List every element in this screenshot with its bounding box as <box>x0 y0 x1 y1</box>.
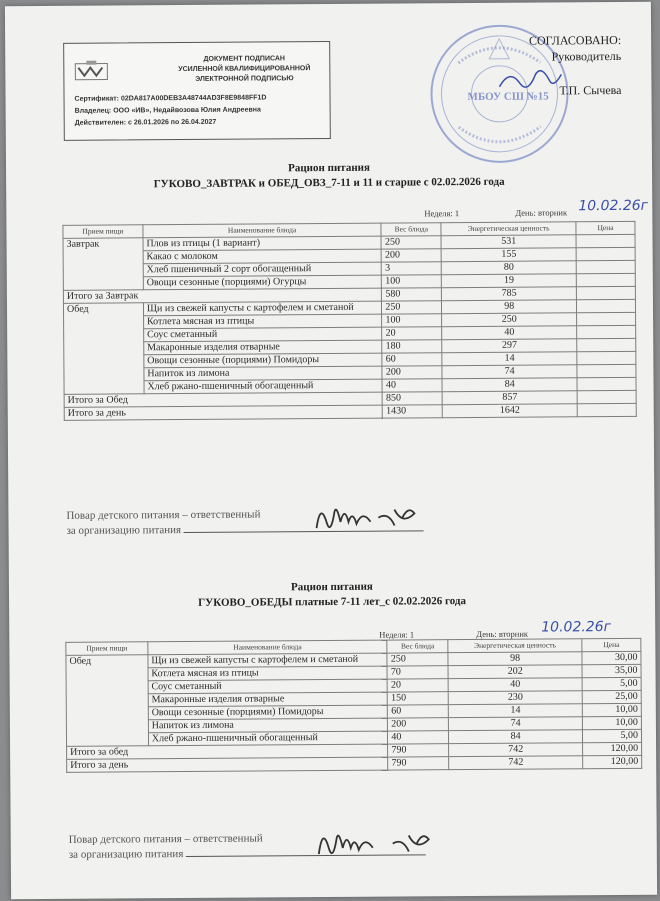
menu2-title: Рацион питания <box>290 580 373 594</box>
certificate-validity: Действителен: с 26.01.2026 по 26.04.2027 <box>74 118 217 127</box>
day-total-weight: 1430 <box>383 405 443 418</box>
dish-energy: 297 <box>442 339 577 353</box>
dish-price <box>576 260 635 273</box>
col-header-meal: Прием пищи <box>66 642 148 656</box>
day-total-price <box>577 403 636 416</box>
document-page <box>5 2 657 899</box>
day-total-row <box>64 403 636 420</box>
footer-line-2: за организацию питания <box>68 848 184 861</box>
day-total-label: Итого за день <box>64 405 382 420</box>
dish-energy: 531 <box>441 235 576 249</box>
dish-weight: 3 <box>382 262 442 275</box>
cook-signature <box>311 821 441 868</box>
dish-weight: 20 <box>382 327 442 340</box>
meal-label: Обед <box>66 655 148 747</box>
subtotal-label: Итого за Завтрак <box>63 288 381 303</box>
col-header-price: Цена <box>582 638 641 651</box>
dish-price <box>577 351 636 364</box>
day-total-label: Итого за день <box>67 757 388 772</box>
dish-price <box>577 299 636 312</box>
menu2-date-handwritten: 10.02.26г <box>541 619 611 636</box>
subtotal-energy: 742 <box>449 743 583 757</box>
approval-status: СОГЛАСОВАНО: <box>528 32 622 48</box>
menu1-table <box>62 221 636 421</box>
dish-name: Овощи сезонные (порциями) Помидоры <box>144 353 383 368</box>
day-total-row <box>67 755 642 772</box>
dish-energy: 14 <box>442 352 577 366</box>
dish-energy: 202 <box>448 665 582 679</box>
dish-price <box>576 247 635 260</box>
dish-weight: 250 <box>382 301 442 314</box>
dish-weight: 70 <box>387 666 448 679</box>
subtotal-price: 120,00 <box>583 742 642 755</box>
subtotal-energy: 785 <box>442 287 577 301</box>
day-total-energy: 742 <box>449 756 583 770</box>
e-signature-header: ДОКУМЕНТ ПОДПИСАН УСИЛЕННОЙ КВАЛИФИЦИРОВАННОЙ ЭЛЕКТРОННОЙ ПОДПИСЬЮ <box>178 55 311 83</box>
dish-energy: 98 <box>448 652 582 666</box>
dish-energy: 84 <box>442 378 577 392</box>
dish-price: 10,00 <box>582 703 641 716</box>
dish-price: 5,00 <box>582 729 641 742</box>
meal-label: Обед <box>63 303 144 395</box>
dish-energy: 84 <box>449 730 583 744</box>
stamp-text: МБОУ СШ №15 <box>467 90 549 104</box>
col-header-weight: Вес блюда <box>387 640 448 653</box>
dish-name: Щи из свежей капусты с картофелем и сметаной <box>143 301 382 316</box>
dish-price: 25,00 <box>582 690 641 703</box>
dish-weight: 180 <box>382 340 442 353</box>
dish-energy: 14 <box>449 704 583 718</box>
dish-price <box>577 312 636 325</box>
footer-line-1: Повар детского питания – ответственный <box>68 832 263 846</box>
approval-role: Руководитель <box>551 48 622 64</box>
subtotal-price <box>576 286 635 299</box>
subtotal-label: Итого за обед <box>67 744 388 759</box>
dish-name: Хлеб пшеничный 2 сорт обогащенный <box>143 262 382 277</box>
dish-price <box>576 273 635 286</box>
col-header-meal: Прием пищи <box>63 225 143 239</box>
subtotal-weight: 850 <box>382 392 442 405</box>
dish-energy: 250 <box>442 313 577 327</box>
dish-price: 35,00 <box>582 664 641 677</box>
meal-label: Завтрак <box>63 238 143 291</box>
col-header-weight: Вес блюда <box>381 223 441 236</box>
dish-name: Овощи сезонные (порциями) Огурцы <box>143 275 382 290</box>
dish-price: 30,00 <box>582 651 641 664</box>
dish-price <box>577 325 636 338</box>
dish-name: Хлеб ржано-пшеничный обогащенный <box>144 379 383 394</box>
day-total-energy: 1642 <box>442 404 577 418</box>
dish-name: Овощи сезонные (порциями) Помидоры <box>148 705 388 720</box>
menu2-week: Неделя: 1 <box>379 629 415 640</box>
dish-price <box>577 364 636 377</box>
menu1-week: Неделя: 1 <box>424 208 460 219</box>
menu2-day: День: вторник <box>476 628 529 639</box>
dish-weight: 200 <box>388 718 449 731</box>
dish-energy: 74 <box>442 365 577 379</box>
dish-name: Хлеб ржано-пшеничный обогащенный <box>148 731 388 746</box>
menu1-title: Рацион питания <box>288 161 370 175</box>
dish-price: 5,00 <box>582 677 641 690</box>
dish-name: Напиток из лимона <box>148 718 388 733</box>
dish-weight: 250 <box>387 653 448 666</box>
director-signature <box>495 66 565 96</box>
e-signature-block <box>63 41 331 141</box>
dish-name: Макаронные изделия отварные <box>148 692 388 707</box>
certificate-owner: Владелец: ООО «ИВ», Недайвозова Юлия Андреевна <box>74 106 261 115</box>
footer-line-1: Повар детского питания – ответственный <box>66 508 261 522</box>
col-header-dish: Наименование блюда <box>148 640 388 655</box>
dish-energy: 74 <box>449 717 583 731</box>
dish-price <box>576 234 635 247</box>
menu1-date-handwritten: 10.02.26г <box>578 197 649 215</box>
dish-energy: 98 <box>442 300 577 314</box>
dish-weight: 200 <box>381 249 441 262</box>
dish-name: Соус сметанный <box>144 327 383 342</box>
cook-signature <box>308 497 428 542</box>
dish-weight: 200 <box>382 366 442 379</box>
day-total-weight: 790 <box>388 757 449 770</box>
day-total-price: 120,00 <box>583 755 642 768</box>
dish-price <box>577 377 636 390</box>
dish-name: Какао с молоком <box>143 249 382 264</box>
dish-energy: 40 <box>442 326 577 340</box>
dish-name: Котлета мясная из птицы <box>143 314 382 329</box>
col-header-dish: Наименование блюда <box>143 223 382 238</box>
dish-energy: 19 <box>442 274 577 288</box>
col-header-price: Цена <box>576 221 635 234</box>
dish-energy: 155 <box>441 248 576 262</box>
menu2-table <box>65 638 642 773</box>
menu1-subtitle: ГУКОВО_ЗАВТРАК и ОБЕД_ОВЗ_7-11 и 11 и старше с 02.02.2026 года <box>153 175 505 191</box>
dish-energy: 230 <box>448 691 582 705</box>
dish-price <box>577 338 636 351</box>
dish-name: Котлета мясная из птицы <box>148 666 388 681</box>
approval-name: Т.П. Сычева <box>559 82 622 98</box>
certificate-number: Сертификат: 02DA817A00DEB3A48744AD3F8E9848FF1D <box>74 94 267 103</box>
dish-weight: 40 <box>382 379 442 392</box>
subtotal-label: Итого за Обед <box>64 392 382 407</box>
company-logo-icon <box>74 60 108 84</box>
dish-weight: 100 <box>382 314 442 327</box>
subtotal-energy: 857 <box>442 391 577 405</box>
dish-weight: 60 <box>388 705 449 718</box>
dish-name: Макаронные изделия отварные <box>144 340 383 355</box>
dish-weight: 40 <box>388 731 449 744</box>
subtotal-weight: 580 <box>382 288 442 301</box>
menu1-day: День: вторник <box>515 207 568 218</box>
col-header-energy: Энергетическая ценность <box>448 639 582 653</box>
dish-energy: 80 <box>441 261 576 275</box>
dish-name: Плов из птицы (1 вариант) <box>143 236 382 251</box>
subtotal-weight: 790 <box>388 744 449 757</box>
dish-name: Щи из свежей капусты с картофелем и сметаной <box>148 653 388 668</box>
menu2-subtitle: ГУКОВО_ОБЕДЫ платные 7-11 лет_с 02.02.2026 года <box>198 595 467 609</box>
dish-price: 10,00 <box>582 716 641 729</box>
footer-line-2: за организацию питания <box>66 524 182 537</box>
col-header-energy: Энергетическая ценность <box>441 222 576 236</box>
dish-weight: 250 <box>381 236 441 249</box>
dish-weight: 60 <box>382 353 442 366</box>
subtotal-price <box>577 390 636 403</box>
dish-name: Напиток из лимона <box>144 366 383 381</box>
dish-energy: 40 <box>448 678 582 692</box>
dish-weight: 100 <box>382 275 442 288</box>
dish-weight: 20 <box>387 679 448 692</box>
dish-weight: 150 <box>388 692 449 705</box>
dish-name: Соус сметанный <box>148 679 388 694</box>
